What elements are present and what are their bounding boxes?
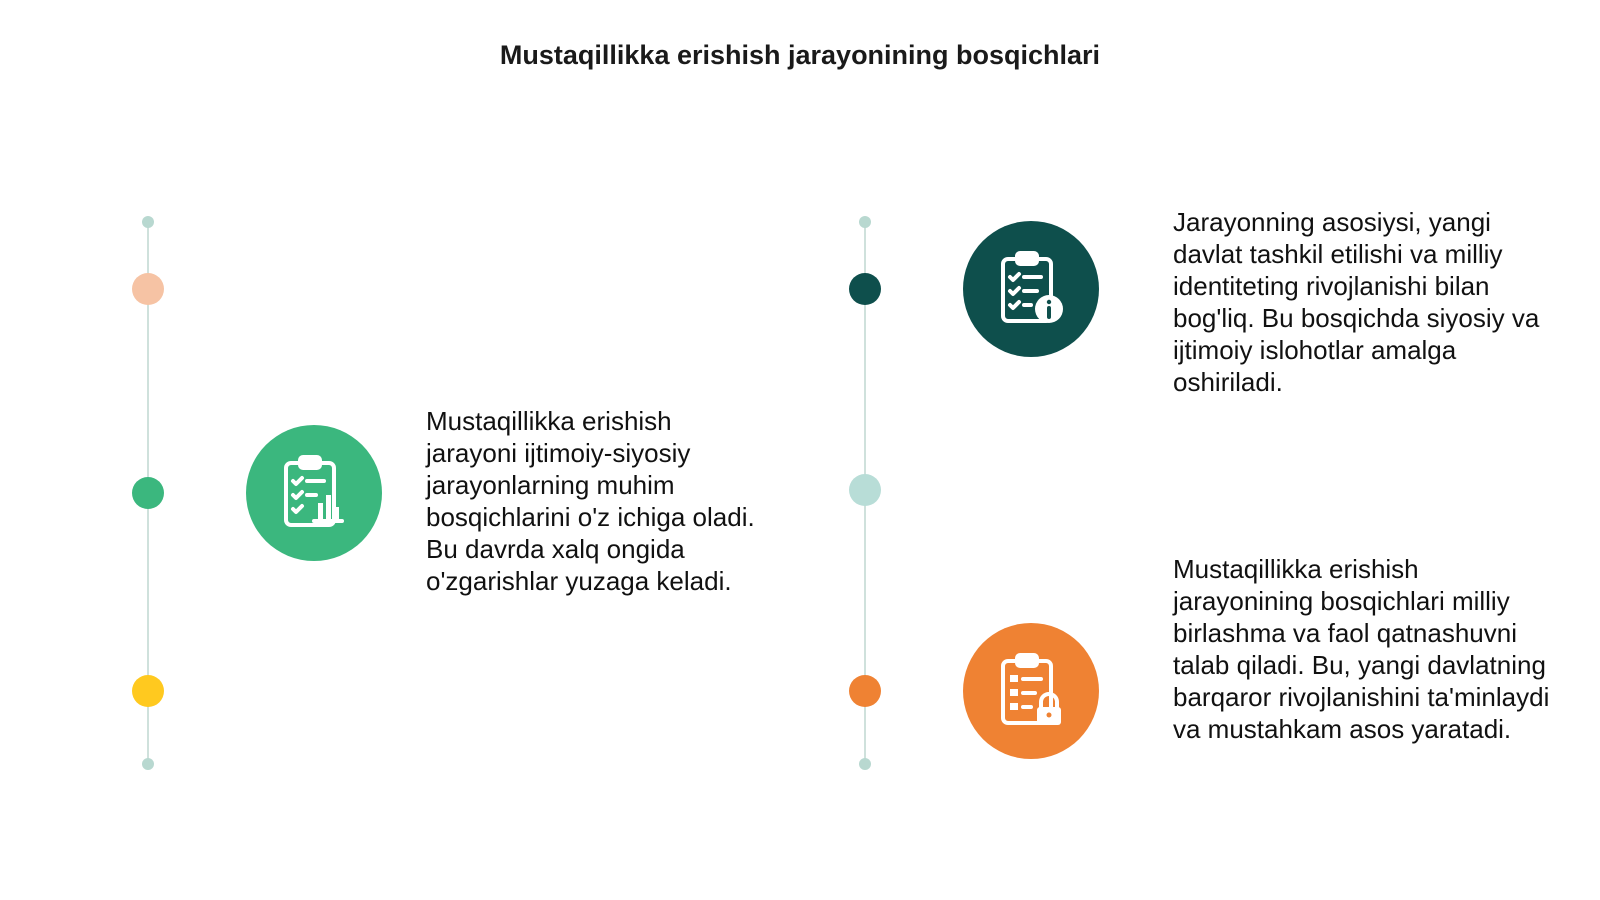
timeline-dot-light-teal [849,474,881,506]
step-text-3: Mustaqillikka erishish jarayonining bosqichlari milliy birlashma va faol qatnashuvni talab qiladi. Bu, yangi davlatning barqaror rivojlanishini ta'minlaydi va mustahkam asos yaratadi. [1173,554,1550,744]
timeline-dot-yellow [132,675,164,707]
step-text-2: Jarayonning asosiysi, yangi davlat tashkil etilishi va milliy identiteting rivojlanishi bilan bog'liq. Bu bosqichda siyosiy va ijtimoiy islohotlar amalga oshiriladi. [1173,207,1540,397]
timeline-end-dot [142,758,154,770]
step-badge-2 [963,221,1099,357]
timeline-end-dot [859,758,871,770]
step-badge-1 [246,425,382,561]
timeline-end-dot [142,216,154,228]
clipboard-lock-icon [989,649,1073,733]
page-title: Mustaqillikka erishish jarayonining bosqichlari [499,40,1101,70]
step-text-1: Mustaqillikka erishish jarayoni ijtimoiy-siyosiy jarayonlarning muhim bosqichlarini o'z ichiga oladi. Bu davrda xalq ongida o'zgarishlar yuzaga keladi. [426,406,755,596]
timeline-dot-peach [132,273,164,305]
timeline-dot-green [132,477,164,509]
step-badge-3 [963,623,1099,759]
clipboard-info-icon [989,247,1073,331]
timeline-end-dot [859,216,871,228]
timeline-dot-orange [849,675,881,707]
timeline-dot-dark-teal [849,273,881,305]
clipboard-chart-icon [272,451,356,535]
